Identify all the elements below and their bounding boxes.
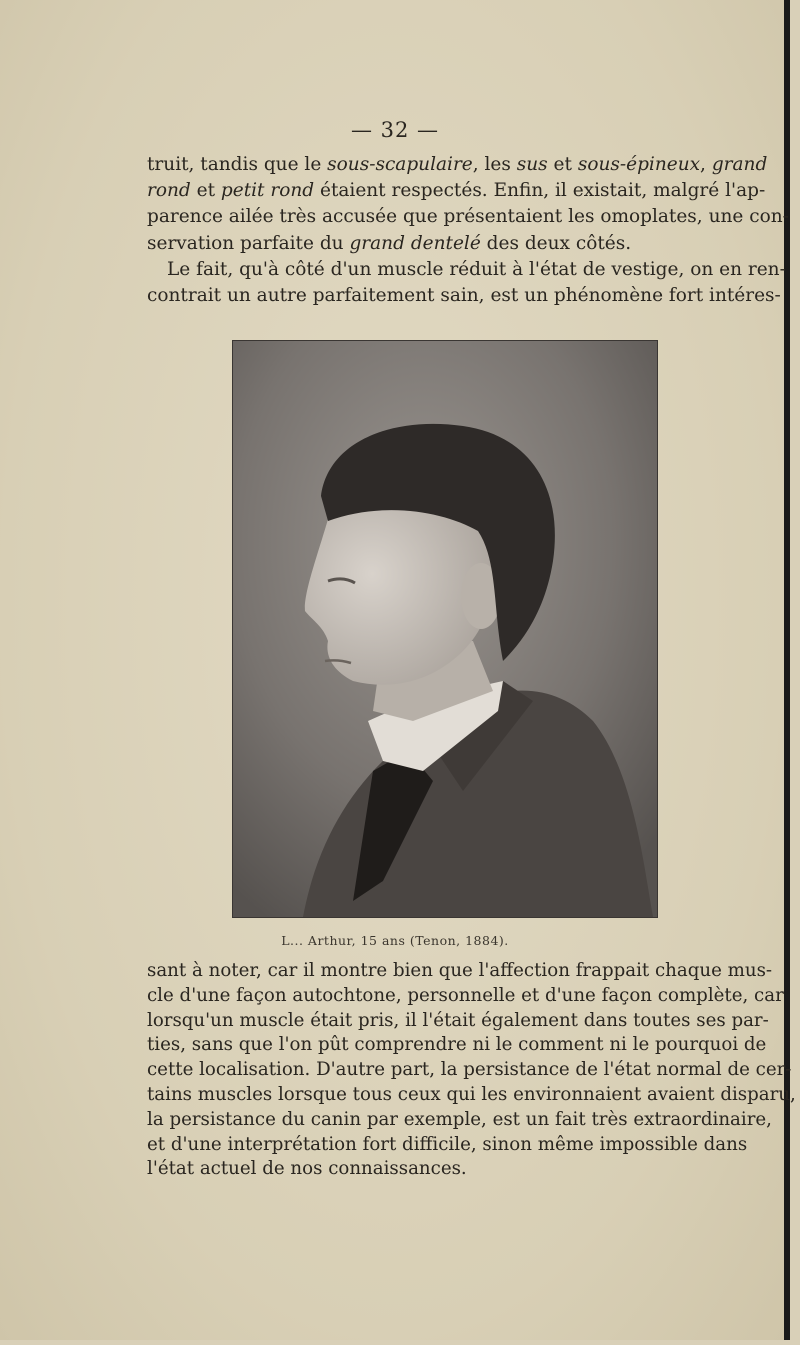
italic-term: grand [711,154,768,175]
text-segment: et [547,154,578,175]
italic-term: rond [147,180,191,202]
text-segment: contrait un autre parfaitement sain, est un phénomène fort intéres- [147,284,781,306]
text-segment: parence ailée très accusée que présentaient les omoplates, une con- [147,206,789,228]
figure-caption: L... Arthur, 15 ans (Tenon, 1884). [281,933,509,948]
text-line: cle d'une façon autochtone, personnelle et d'une façon complète, car [147,984,784,1006]
text-line: l'état actuel de nos connaissances. [147,1158,467,1180]
text-line: ties, sans que l'on pût comprendre ni le comment ni le pourquoi de [147,1034,767,1056]
text-segment: servation parfaite du [147,232,350,254]
text-line: sant à noter, car il montre bien que l'affection frappait chaque mus- [147,960,773,981]
italic-term: petit rond [220,180,315,202]
text-line [147,283,781,309]
portrait-illustration [233,341,657,917]
text-segment: , [700,154,712,175]
page-number: — 32 — [350,118,440,142]
italic-term: sous-scapulaire [327,154,473,175]
portrait-photograph [232,340,658,918]
text-line: lorsqu'un muscle était pris, il l'était également dans toutes ses par- [147,1009,769,1031]
text-segment: et [190,180,221,202]
italic-term: sus [516,154,548,175]
text-line [147,204,789,230]
italic-term: grand dentelé [349,232,481,254]
text-line: cette localisation. D'autre part, la persistance de l'état normal de cer- [147,1059,792,1081]
text-line [147,257,786,283]
text-segment: Le fait, qu'à côté d'un muscle réduit à l'état de vestige, on en ren- [167,258,786,280]
text-line [147,178,766,204]
text-line: la persistance du canin par exemple, est un fait très extraordinaire, [147,1108,772,1130]
bottom-paragraph [147,959,796,1182]
text-line: et d'une interprétation fort difficile, sinon même impossible dans [147,1133,748,1155]
text-segment: étaient respectés. Enfin, il existait, malgré l'ap- [314,180,766,202]
text-line [147,231,735,257]
italic-term: sous-épineux [577,154,701,175]
text-segment: , les [472,154,517,175]
text-segment: des deux côtés. [480,232,632,254]
text-line [147,152,768,178]
text-segment: truit, tandis que le [147,154,328,175]
text-line: tains muscles lorsque tous ceux qui les environnaient avaient disparu, [147,1083,796,1105]
top-paragraph [147,152,789,309]
